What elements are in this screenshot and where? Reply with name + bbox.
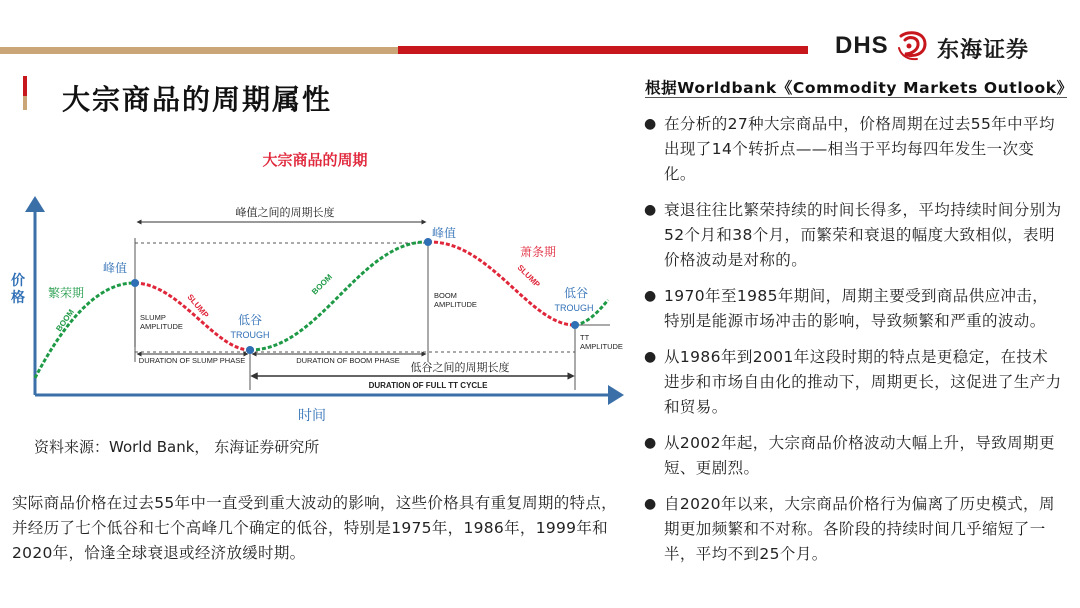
bullet-text: 1970年至1985年期间，周期主要受到商品供应冲击，特别是能源市场冲击的影响，导致频繁和严重的波动。 — [664, 287, 1049, 330]
label-full-cycle: DURATION OF FULL TT CYCLE — [368, 381, 488, 390]
trough-point-1 — [246, 346, 254, 354]
bullet-text: 从1986年到2001年这段时期的特点是更稳定，在技术进步和市场自由化的推动下，周期更长，这促进了生产力和贸易。 — [664, 348, 1062, 416]
bullet-item — [642, 492, 1062, 567]
label-trough-en-2: TROUGH — [554, 303, 594, 313]
label-peak-2: 峰值 — [431, 226, 457, 240]
label-slump-amplitude-2: AMPLITUDE — [140, 322, 183, 331]
label-recession-phase: 萧条期 — [520, 245, 557, 259]
label-trough-en-1: TROUGH — [230, 330, 270, 340]
curve-label-slump-2: SLUMP — [515, 263, 542, 290]
header-bar-red — [398, 46, 808, 54]
x-axis-label: 时间 — [298, 407, 326, 423]
bullet-item — [642, 431, 1062, 481]
label-tt-amplitude-1: TT — [580, 333, 590, 342]
bullet-item — [642, 345, 1062, 420]
brand-name: 东海证券 — [937, 38, 1030, 63]
label-slump-duration: DURATION OF SLUMP PHASE — [138, 356, 246, 365]
boom-curve-2 — [250, 242, 428, 350]
diagram-title: 大宗商品的周期 — [262, 152, 368, 169]
right-panel-divider — [645, 97, 1067, 98]
trough-point-2 — [571, 321, 579, 329]
bullet-icon: ● — [644, 116, 657, 132]
bullet-text: 从2002年起，大宗商品价格波动大幅上升，导致周期更短、更剧烈。 — [664, 434, 1055, 477]
label-trough-cn-1: 低谷 — [237, 313, 263, 327]
curve-label-boom-1: BOOM — [54, 307, 76, 334]
x-axis-arrow — [608, 385, 624, 405]
bullet-text: 自2020年以来，大宗商品价格行为偏离了历史模式，周期更加频繁和不对称。各阶段的持续时间几乎缩短了一半，平均不到25个月。 — [664, 495, 1055, 563]
title-accent-bar-lower — [23, 96, 27, 110]
label-trough-cn-2: 低谷 — [563, 286, 589, 300]
brand-abbr: DHS — [835, 32, 889, 59]
curve-label-slump-1: SLUMP — [185, 292, 211, 320]
peak-point-1 — [131, 279, 139, 287]
curve-label-boom-2: BOOM — [310, 272, 335, 297]
dragon-swirl-icon — [895, 28, 931, 62]
y-axis-label-2: 格 — [11, 289, 25, 305]
label-boom-duration: DURATION OF BOOM PHASE — [296, 356, 400, 365]
bullet-text: 衰退往往比繁荣持续的时间长得多，平均持续时间分别为52个月和38个月，而繁荣和衰退的幅度大致相似，表明价格波动是对称的。 — [664, 201, 1062, 269]
bullet-text: 在分析的27种大宗商品中，价格周期在过去55年中平均出现了14个转折点——相当于平均每四年发生一次变化。 — [664, 115, 1055, 183]
label-peak-1: 峰值 — [102, 261, 128, 275]
bullet-icon: ● — [644, 202, 657, 218]
bullet-icon: ● — [644, 435, 657, 451]
bullet-icon: ● — [644, 349, 657, 365]
header-bar-beige — [0, 47, 398, 54]
bullet-list — [642, 112, 1062, 578]
bullet-item — [642, 284, 1062, 334]
label-boom-phase: 繁荣期 — [48, 286, 85, 300]
label-tt-amplitude-2: AMPLITUDE — [580, 342, 623, 351]
y-axis-label-1: 价 — [11, 272, 25, 288]
label-slump-amplitude-1: SLUMP — [140, 313, 166, 322]
bullet-item — [642, 112, 1062, 187]
label-peak-to-peak: 峰值之间的周期长度 — [235, 207, 335, 219]
label-trough-to-trough: 低谷之间的周期长度 — [410, 362, 510, 374]
y-axis-arrow — [25, 196, 45, 212]
label-boom-amplitude-1: BOOM — [434, 291, 457, 300]
label-boom-amplitude-2: AMPLITUDE — [434, 300, 477, 309]
page-title: 大宗商品的周期属性 — [62, 83, 333, 116]
bullet-item — [642, 198, 1062, 273]
right-panel-title: 根据Worldbank《Commodity Markets Outlook》 — [645, 79, 1073, 97]
commodity-cycle-diagram — [0, 140, 640, 440]
bullet-icon: ● — [644, 288, 657, 304]
summary-paragraph: 实际商品价格在过去55年中一直受到重大波动的影响，这些价格具有重复周期的特点，并经历了七个低谷和七个高峰几个确定的低谷，特别是1975年，1986年，1999年和2020年，恰逢全球衰退或经济放缓时期。 — [12, 494, 617, 562]
source-note: 资料来源：World Bank， 东海证券研究所 — [34, 438, 320, 456]
bullet-icon: ● — [644, 496, 657, 512]
peak-point-2 — [424, 238, 432, 246]
